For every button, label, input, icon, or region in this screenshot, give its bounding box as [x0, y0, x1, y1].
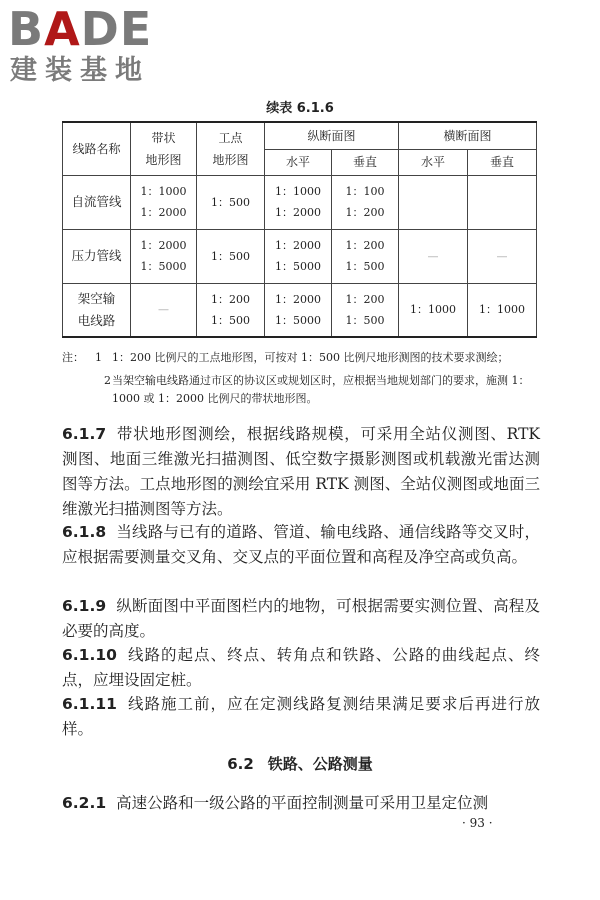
clause-text: 线路施工前，应在定测线路复测结果满足要求后再进行放样。 — [62, 695, 540, 738]
table-row — [63, 283, 537, 337]
clause-6-1-7 — [62, 422, 540, 522]
logo — [8, 2, 178, 86]
note-text: 1：200 比例尺的工点地形图，可按对 1：500 比例尺地形测图的技术要求测绘； — [112, 351, 509, 364]
note-item — [62, 349, 542, 367]
header-cross-horizontal: 水平 — [399, 149, 468, 175]
header-cross-vertical: 垂直 — [468, 149, 537, 175]
cell-work: 1：500 — [197, 175, 265, 229]
section-title: 铁路、公路测量 — [267, 755, 373, 773]
header-route-name: 线路名称 — [63, 122, 131, 175]
header-work-point-map: 工点 地形图 — [197, 122, 265, 175]
header-long-horizontal: 水平 — [265, 149, 332, 175]
cell-strip: 1：2000 1：5000 — [131, 229, 197, 283]
table-row — [63, 229, 537, 283]
note-number: 1 — [95, 351, 102, 364]
header-cross: 横断面图 — [399, 122, 537, 149]
table-notes — [62, 349, 542, 413]
logo-subtitle: 建装基地 — [10, 55, 150, 86]
clause-text: 当线路与已有的道路、管道、输电线路、通信线路等交叉时，应根据需要测量交叉角、交叉点的平面位置和高程及净空高或负高。 — [62, 523, 540, 566]
section-heading — [0, 753, 600, 774]
table-row — [63, 175, 537, 229]
clause-number: 6.1.10 — [62, 646, 117, 664]
note-item — [62, 372, 542, 408]
page-number: · 93 · — [462, 816, 493, 830]
clause-number: 6.1.9 — [62, 597, 107, 615]
clause-6-1-10 — [62, 643, 540, 693]
clause-text: 带状地形图测绘，根据线路规模，可采用全站仪测图、RTK 测图、地面三维激光扫描测图、低空数字摄影测图或机载激光雷达测图等方法。工点地形图的测绘宜采用 RTK 测图、全站仪测图或地面三维激光扫描测图等方法。 — [62, 425, 540, 518]
cell-cross-v: 1：1000 — [468, 283, 537, 337]
cell-long-v: 1：200 1：500 — [332, 229, 399, 283]
clause-number: 6.1.11 — [62, 695, 117, 713]
cell-name: 架空输 电线路 — [63, 283, 131, 337]
header-long-vertical: 垂直 — [332, 149, 399, 175]
header-longitudinal: 纵断面图 — [265, 122, 399, 149]
cell-long-v: 1：100 1：200 — [332, 175, 399, 229]
note-number: 2 — [104, 374, 111, 387]
cell-work: 1：500 — [197, 229, 265, 283]
cell-cross-v — [468, 175, 537, 229]
clause-6-1-8 — [62, 520, 540, 570]
clause-text: 高速公路和一级公路的平面控制测量可采用卫星定位测 — [116, 794, 489, 812]
table-title: 续表 6.1.6 — [266, 101, 334, 116]
clause-text: 纵断面图中平面图栏内的地物，可根据需要实测位置、高程及必要的高度。 — [62, 597, 540, 640]
clause-6-2-1 — [62, 791, 540, 816]
cell-strip: 1：1000 1：2000 — [131, 175, 197, 229]
cell-long-h: 1：2000 1：5000 — [265, 229, 332, 283]
cell-long-v: 1：200 1：500 — [332, 283, 399, 337]
clause-number: 6.1.8 — [62, 523, 107, 541]
clause-6-1-11 — [62, 692, 540, 742]
cell-cross-h: 1：1000 — [399, 283, 468, 337]
cell-strip: — — [131, 283, 197, 337]
clause-text: 线路的起点、终点、转角点和铁路、公路的曲线起点、终点，应埋设固定桩。 — [62, 646, 540, 689]
cell-long-h: 1：2000 1：5000 — [265, 283, 332, 337]
cell-cross-h — [399, 175, 468, 229]
clause-number: 6.2.1 — [62, 794, 107, 812]
note-label: 注： — [62, 351, 84, 364]
cell-work: 1：200 1：500 — [197, 283, 265, 337]
cell-name: 自流管线 — [63, 175, 131, 229]
scale-table — [62, 121, 537, 338]
cell-cross-h: — — [399, 229, 468, 283]
clause-number: 6.1.7 — [62, 425, 107, 443]
logo-wordmark: BADE — [8, 2, 153, 56]
note-text: 当架空输电线路通过市区的协议区或规划区时，应根据当地规划部门的要求，施测 1：1000 或 1：2000 比例尺的带状地形图。 — [112, 374, 530, 405]
section-number: 6.2 — [227, 755, 254, 773]
cell-name: 压力管线 — [63, 229, 131, 283]
header-strip-map: 带状 地形图 — [131, 122, 197, 175]
clause-6-1-9 — [62, 594, 540, 644]
cell-cross-v: — — [468, 229, 537, 283]
cell-long-h: 1：1000 1：2000 — [265, 175, 332, 229]
